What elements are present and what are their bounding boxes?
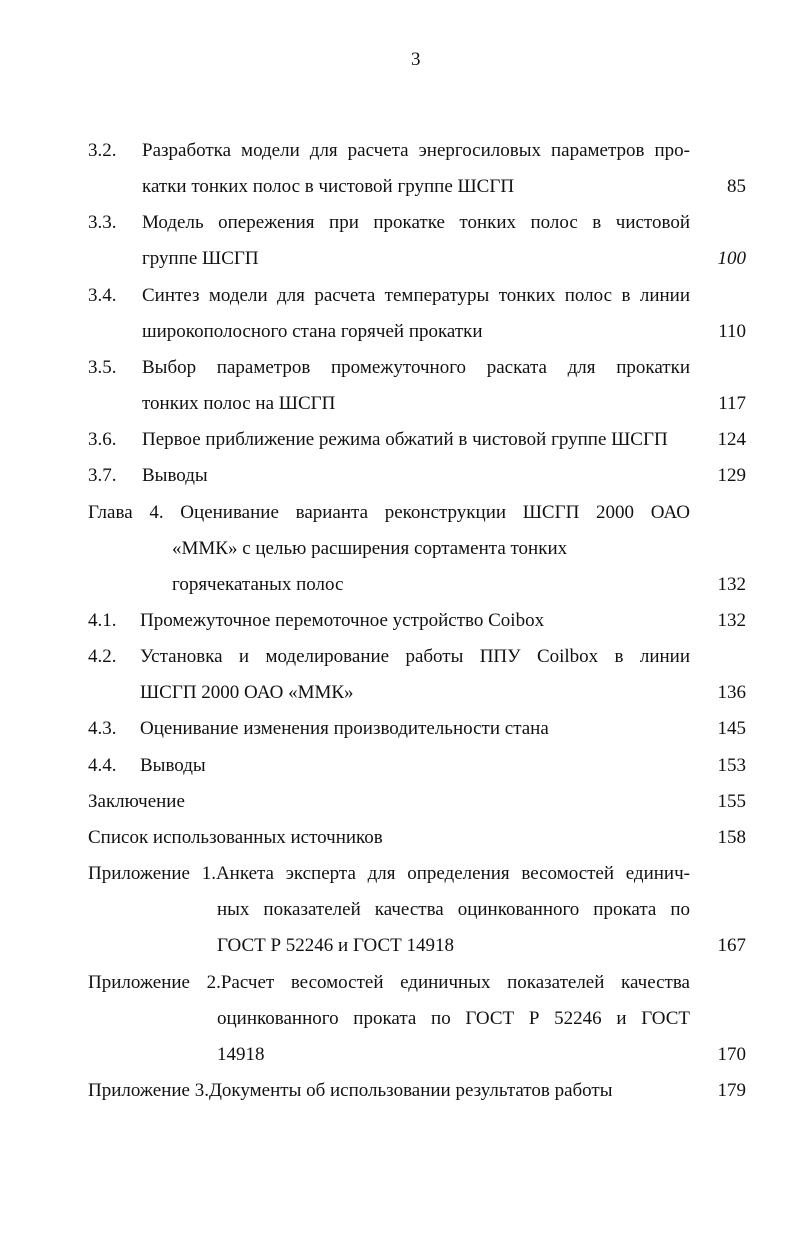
toc-number-3-6: 3.6.: [88, 429, 117, 450]
toc-appendix-1-line2: ных показателей качества оцинкованного проката по: [217, 899, 690, 920]
toc-appendix-2-line1: Приложение 2.Расчет весомостей единичных показателей качества: [88, 972, 690, 993]
page-number: 3: [411, 49, 421, 70]
toc-appendix-1-line3: ГОСТ Р 52246 и ГОСТ 14918: [217, 935, 454, 956]
toc-title-4-4: Выводы: [140, 755, 206, 776]
toc-page-4-4: 153: [717, 755, 746, 776]
toc-page-references: 158: [717, 827, 746, 848]
toc-chapter-4-line2: «ММК» с целью расширения сортамента тонких: [172, 538, 568, 559]
toc-title-4-2-line2: ШСГП 2000 ОАО «ММК»: [140, 682, 354, 703]
toc-chapter-4-line1: Глава 4. Оценивание варианта реконструкции ШСГП 2000 ОАО: [88, 502, 690, 523]
toc-page-3-5: 117: [718, 393, 746, 414]
toc-page-appendix-1: 167: [717, 935, 746, 956]
toc-appendix-3: Приложение 3.Документы об использовании результатов работы: [88, 1080, 613, 1101]
toc-title-3-2-line1: Разработка модели для расчета энергосиловых параметров про-: [142, 140, 690, 161]
toc-number-3-5: 3.5.: [88, 357, 117, 378]
toc-title-3-5-line1: Выбор параметров промежуточного раската для прокатки: [142, 357, 690, 378]
toc-page-appendix-3: 179: [717, 1080, 746, 1101]
toc-appendix-2-line3: 14918: [217, 1044, 265, 1065]
toc-number-4-2: 4.2.: [88, 646, 117, 667]
toc-appendix-1-line1: Приложение 1.Анкета эксперта для определения весомостей единич-: [88, 863, 690, 884]
toc-title-3-4-line2: широкополосного стана горячей прокатки: [142, 321, 483, 342]
toc-number-3-2: 3.2.: [88, 140, 117, 161]
toc-page-conclusion: 155: [717, 791, 746, 812]
toc-title-3-3-line1: Модель опережения при прокатке тонких полос в чистовой: [142, 212, 690, 233]
toc-page-chapter-4: 132: [717, 574, 746, 595]
toc-page-3-4: 110: [718, 321, 746, 342]
toc-number-3-7: 3.7.: [88, 465, 117, 486]
toc-title-3-7: Выводы: [142, 465, 208, 486]
toc-title-3-5-line2: тонких полос на ШСГП: [142, 393, 336, 414]
toc-title-3-2-line2: катки тонких полос в чистовой группе ШСГП: [142, 176, 515, 197]
toc-title-3-3-line2: группе ШСГП: [142, 248, 259, 269]
toc-page-appendix-2: 170: [717, 1044, 746, 1065]
toc-title-references: Список использованных источников: [88, 827, 383, 848]
toc-title-4-3: Оценивание изменения производительности стана: [140, 718, 549, 739]
toc-page-4-3: 145: [717, 718, 746, 739]
toc-appendix-2-line2: оцинкованного проката по ГОСТ Р 52246 и ГОСТ: [217, 1008, 690, 1029]
toc-number-4-1: 4.1.: [88, 610, 117, 631]
toc-title-3-6: Первое приближение режима обжатий в чистовой группе ШСГП: [142, 429, 668, 450]
toc-number-3-3: 3.3.: [88, 212, 117, 233]
toc-title-conclusion: Заключение: [88, 791, 185, 812]
toc-title-4-1: Промежуточное перемоточное устройство Coibox: [140, 610, 545, 631]
toc-number-4-3: 4.3.: [88, 718, 117, 739]
toc-page-3-7: 129: [717, 465, 746, 486]
toc-page-3-3: 100: [717, 248, 746, 269]
toc-chapter-4-line3: горячекатаных полос: [172, 574, 344, 595]
toc-page-3-6: 124: [717, 429, 746, 450]
toc-title-3-4-line1: Синтез модели для расчета температуры тонких полос в линии: [142, 285, 690, 306]
toc-number-3-4: 3.4.: [88, 285, 117, 306]
toc-number-4-4: 4.4.: [88, 755, 117, 776]
toc-title-4-2-line1: Установка и моделирование работы ППУ Coilbox в линии: [140, 646, 690, 667]
toc-page-4-2: 136: [717, 682, 746, 703]
toc-page-3-2: 85: [727, 176, 746, 197]
toc-page-4-1: 132: [717, 610, 746, 631]
